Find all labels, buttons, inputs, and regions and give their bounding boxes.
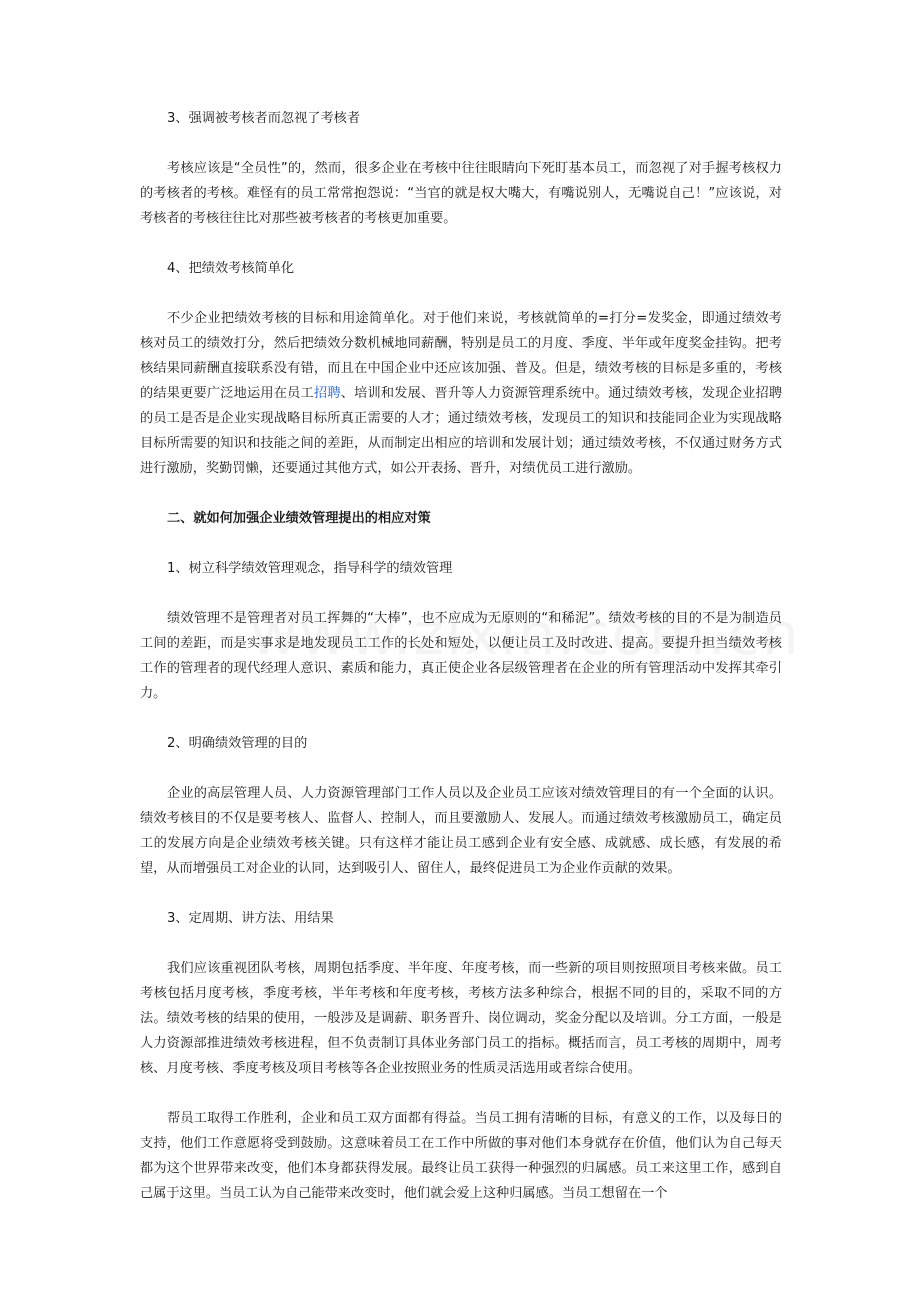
- section-4-paragraph: [140, 306, 782, 481]
- part-2-item-3-title: 3、定周期、讲方法、用结果: [167, 911, 334, 926]
- document-body: [140, 106, 782, 1206]
- part-2-item-2-paragraph: 企业的高层管理人员、人力资源管理部门工作人员以及企业员工应该对绩效管理目的有一个全面的认识。绩效考核目的不仅是要考核人、监督人、控制人，而且要激励人、发展人。而通过绩效考核激励员工，确定员工的发展方向是企业绩效考核关键。只有这样才能让员工感到企业有安全感、成就感、成长感，有发展的希望，从而增强员工对企业的认同，达到吸引人、留住人，最终促进员工为企业作贡献的效果。: [140, 786, 782, 876]
- section-3-title: 3、强调被考核者而忽视了考核者: [167, 111, 361, 126]
- part-2-item-3-paragraph-2: 帮员工取得工作胜利，企业和员工双方面都有得益。当员工拥有清晰的目标，有意义的工作，以及每日的支持，他们工作意愿将受到鼓励。这意味着员工在工作中所做的事对他们本身就存在价值，他们认为自己每天都为这个世界带来改变，他们本身都获得发展。最终让员工获得一种强烈的归属感。员工来这里工作，感到自己属于这里。当员工认为自己能带来改变时，他们就会爱上这种归属感。当员工想留在一个: [140, 1111, 782, 1201]
- section-3-paragraph: 考核应该是“全员性”的，然而，很多企业在考核中往往眼睛向下死盯基本员工，而忽视了对手握考核权力的考核者的考核。难怪有的员工常常抱怨说：“当官的就是权大嘴大，有嘴说别人，无嘴说自己！”应该说，对考核者的考核往往比对那些被考核者的考核更加重要。: [140, 161, 782, 226]
- section-4-title: 4、把绩效考核简单化: [167, 261, 295, 276]
- part-2-title: 二、就如何加强企业绩效管理提出的相应对策: [167, 511, 431, 526]
- part-2-item-1-paragraph: 绩效管理不是管理者对员工挥舞的“大棒”，也不应成为无原则的“和稀泥”。绩效考核的目的不是为制造员工间的差距，而是实事求是地发现员工工作的长处和短处，以便让员工及时改进、提高。要提升担当绩效考核工作的管理者的现代经理人意识、素质和能力，真正使企业各层级管理者在企业的所有管理活动中发挥其牵引力。: [140, 611, 782, 701]
- part-2-item-3-paragraph: 我们应该重视团队考核，周期包括季度、半年度、年度考核，而一些新的项目则按照项目考核来做。员工考核包括月度考核，季度考核，半年考核和年度考核，考核方法多种综合，根据不同的目的，采取不同的方法。绩效考核的结果的使用，一般涉及是调薪、职务晋升、岗位调动，奖金分配以及培训。分工方面，一般是人力资源部推进绩效考核进程，但不负责制订具体业务部门员工的指标。概括而言，员工考核的周期中，周考核、月度考核、季度考核及项目考核等各企业按照业务的性质灵活选用或者综合使用。: [140, 961, 782, 1076]
- part-2-item-1-title: 1、树立科学绩效管理观念，指导科学的绩效管理: [167, 561, 453, 576]
- recruitment-link[interactable]: 招聘: [313, 386, 341, 401]
- part-2-item-2-title: 2、明确绩效管理的目的: [167, 736, 308, 751]
- section-4-text-after-link: 、培训和发展、晋升等人力资源管理系统中。通过绩效考核，发现企业招聘的员工是否是企业实现战略目标所真正需要的人才；通过绩效考核，发现员工的知识和技能同企业为实现战略目标所需要的知识和技能之间的差距，从而制定出相应的培训和发展计划；通过绩效考核，不仅通过财务方式进行激励，奖勤罚懒，还要通过其他方式，如公开表扬、晋升，对绩优员工进行激励。: [140, 386, 783, 476]
- section-4-text-before-link: 不少企业把绩效考核的目标和用途简单化。对于他们来说，考核就简单的=打分=发奖金，即通过绩效考核对员工的绩效打分，然后把绩效分数机械地同薪酬，特别是员工的月度、季度、半年或年度奖金挂钩。把考核结果同薪酬直接联系没有错，而且在中国企业中还应该加强、普及。但是，绩效考核的目标是多重的，考核的结果更要广泛地运用在员工: [140, 311, 782, 401]
